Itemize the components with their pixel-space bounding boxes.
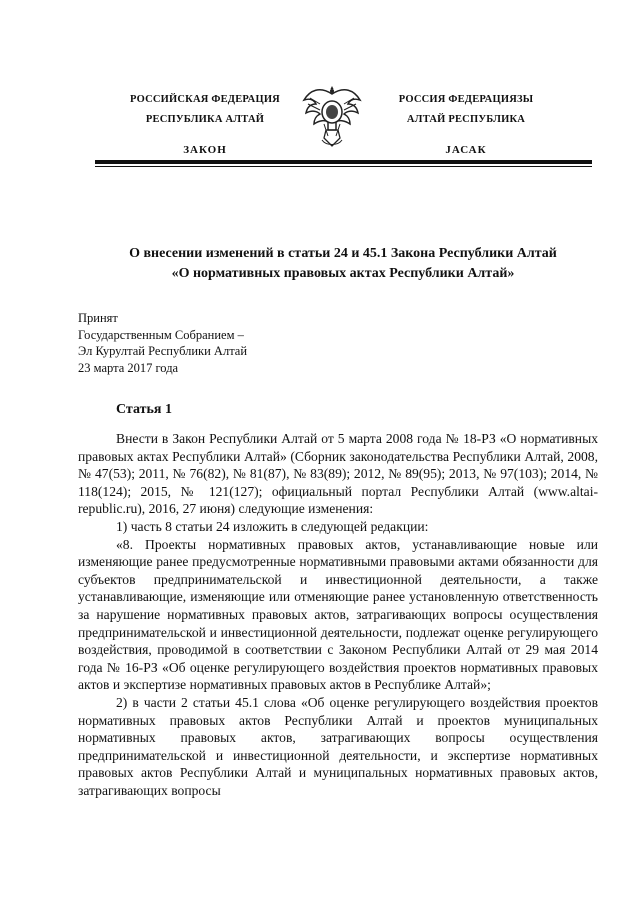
adoption-line1: Принят — [78, 311, 118, 325]
adoption-info — [78, 310, 247, 376]
article-body — [78, 430, 598, 799]
law-title-line2: «О нормативных правовых актах Республики Алтай» — [171, 266, 515, 281]
law-title-line1: О внесении изменений в статьи 24 и 45.1 Закона Республики Алтай — [129, 246, 557, 261]
coat-of-arms-emblem — [300, 80, 364, 152]
header-right-republic: АЛТАЙ РЕСПУБЛИКА — [406, 114, 526, 125]
header-left-law: ЗАКОН — [183, 144, 227, 156]
header-divider-thin — [95, 166, 592, 167]
article-item-2: 2) в части 2 статьи 45.1 слова «Об оценке регулирующего воздействия проектов нормативных правовых актов Республики Алтай и проектов муниципальных нормативных правовых актов, затрагивающих вопросы осуществления предпринимательской и инвестиционной деятельности, и экспертизе нормативных правовых актов Республики Алтай и муниципальных нормативных правовых актов, затрагивающих вопросы — [78, 694, 598, 798]
article-intro: Внести в Закон Республики Алтай от 5 марта 2008 года № 18-РЗ «О нормативных правовых актах Республики Алтай» (Сборник законодательства Республики Алтай, 2008, № 47(53); 2011, № 76(82), № 81(87), № 83(89); 2012, № 89(95); 2013, № 97(103); 2014, № 118(124); 2015, № 121(127); официальный портал Республики Алтай (www.altai-republic.ru), 2016, 27 июня) следующие изменения: — [78, 431, 598, 517]
header-left — [110, 90, 300, 156]
adoption-line3: Эл Курултай Республики Алтай — [78, 344, 248, 358]
header-left-republic: РЕСПУБЛИКА АЛТАЙ — [145, 114, 265, 125]
article-quote: «8. Проекты нормативных правовых актов, устанавливающие новые или изменяющие ранее предусмотренные нормативными правовыми актами обязанности для субъектов предпринимательской и инвестиционной деятельности, а также устанавливающие, изменяющие или отменяющие ранее установленную ответственность за нарушение нормативных правовых актов, затрагивающих вопросы осуществления предпринимательской и инвестиционной деятельности, подлежат оценке регулирующего воздействия, проводимой в соответствии с Законом Республики Алтай от 29 мая 2014 года № 16-РЗ «Об оценке регулирующего воздействия проектов нормативных правовых актов и экспертизе нормативных правовых актов в Республике Алтай»; — [78, 536, 598, 693]
law-title — [78, 244, 608, 284]
article-item-1: 1) часть 8 статьи 24 изложить в следующей редакции: — [116, 518, 429, 534]
adoption-line2: Государственным Собранием – — [78, 327, 244, 342]
header-right-law: JАСАК — [445, 144, 487, 156]
adoption-date: 23 марта 2017 года — [78, 360, 179, 375]
header-right — [366, 90, 566, 156]
header-divider-thick — [95, 160, 592, 164]
article-heading: Статья 1 — [116, 402, 172, 417]
header-left-country: РОССИЙСКАЯ ФЕДЕРАЦИЯ — [130, 94, 280, 105]
header-right-country: РОССИЯ ФЕДЕРАЦИЯЗЫ — [398, 94, 534, 105]
